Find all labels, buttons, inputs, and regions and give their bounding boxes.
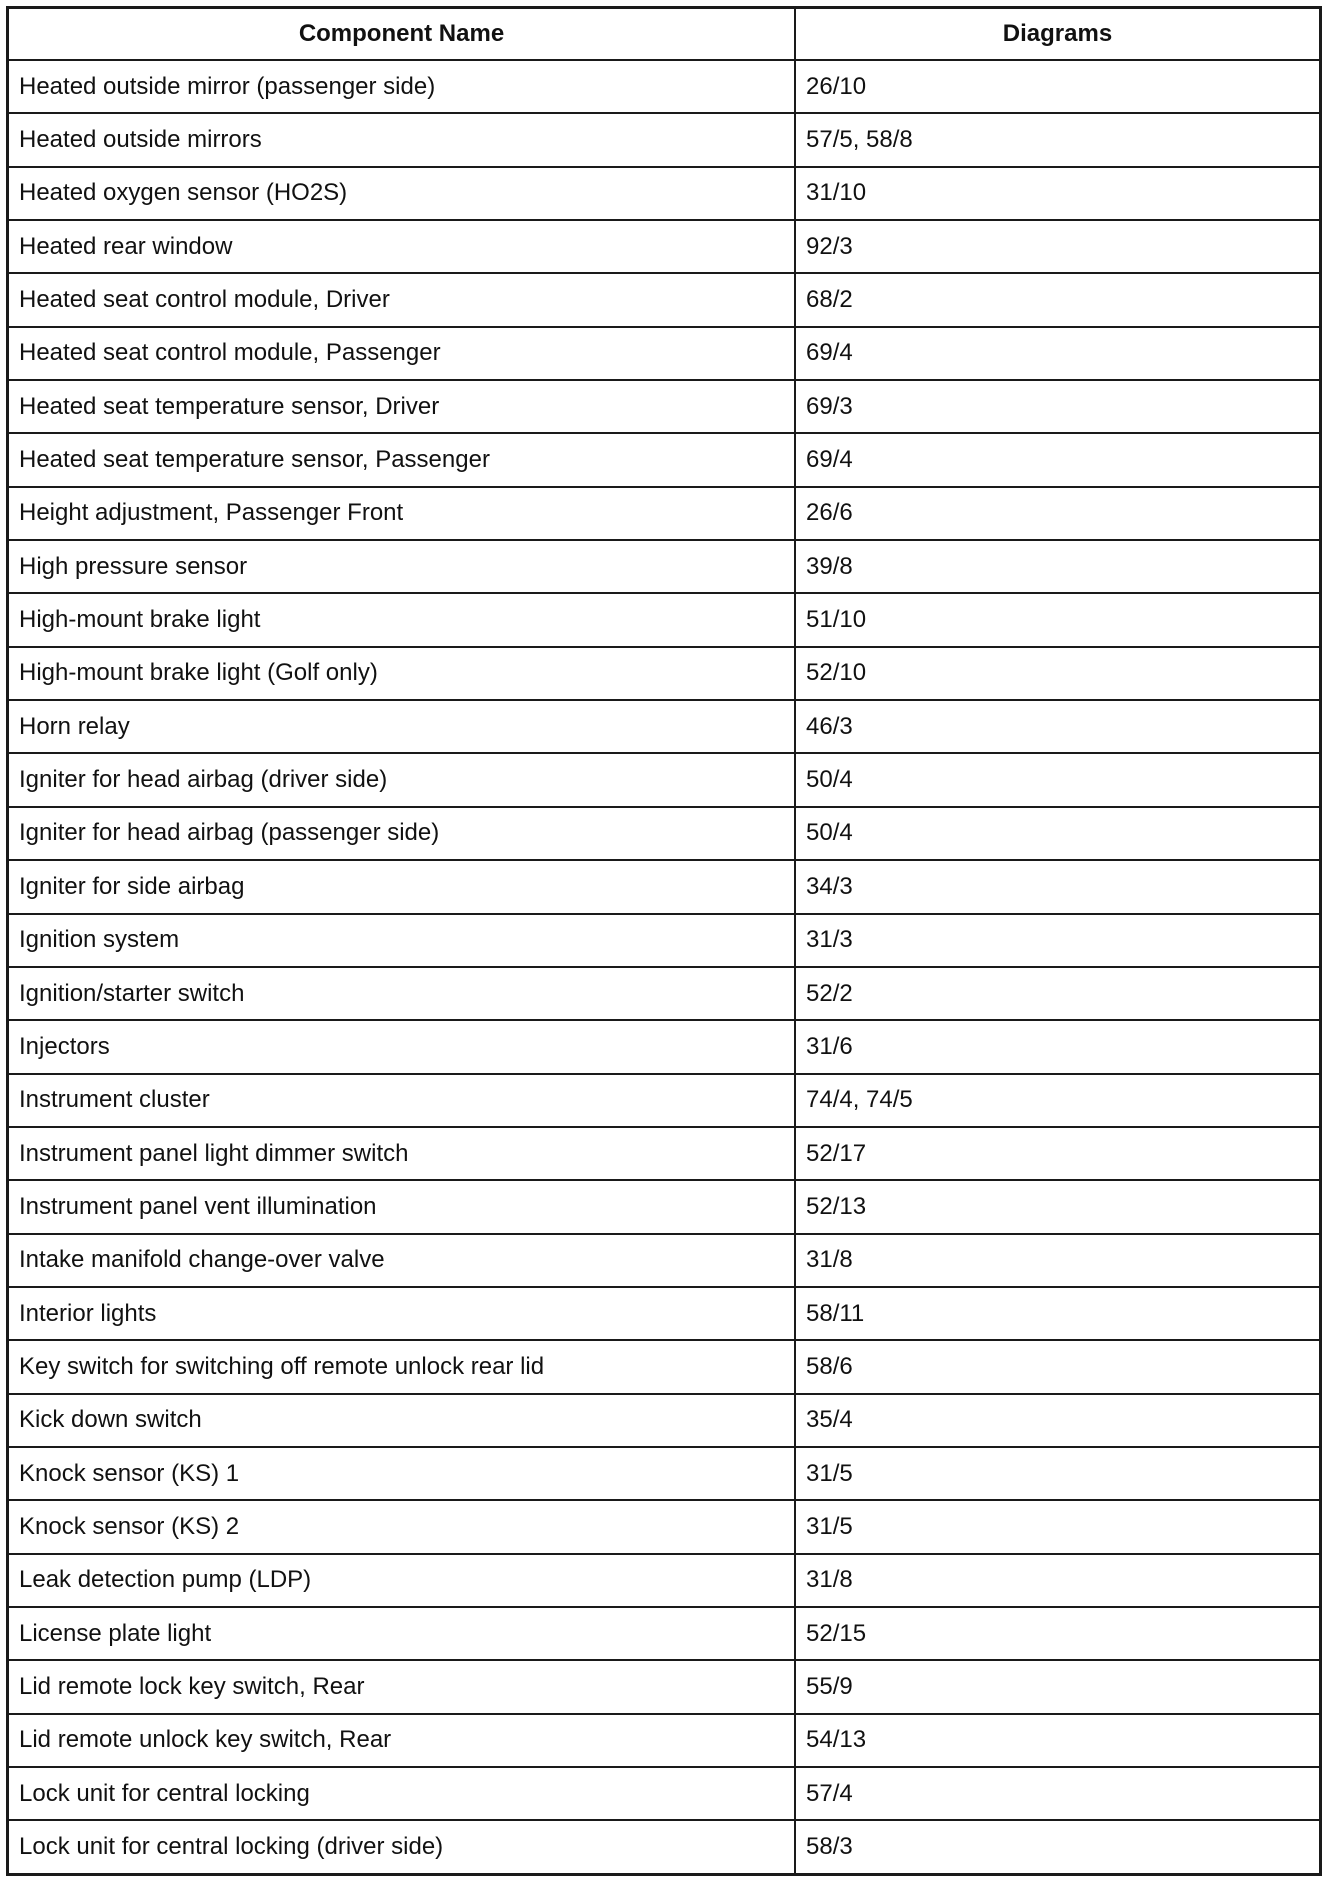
- table-row: [9, 914, 1319, 967]
- diagram-ref-cell: 31/6: [795, 1020, 1319, 1073]
- diagram-ref-cell: 52/17: [795, 1127, 1319, 1180]
- component-name-cell: Instrument panel vent illumination: [9, 1180, 795, 1233]
- diagram-ref-cell: 74/4, 74/5: [795, 1074, 1319, 1127]
- diagram-ref-cell: 52/2: [795, 967, 1319, 1020]
- table-row: [9, 593, 1319, 646]
- column-header-diagrams: Diagrams: [795, 9, 1319, 60]
- column-header-component-name: Component Name: [9, 9, 795, 60]
- diagram-ref-cell: 52/13: [795, 1180, 1319, 1233]
- table-row: [9, 1074, 1319, 1127]
- diagram-ref-cell: 55/9: [795, 1660, 1319, 1713]
- table-row: [9, 540, 1319, 593]
- table-row: [9, 1394, 1319, 1447]
- component-name-cell: Lock unit for central locking (driver side): [9, 1820, 795, 1873]
- diagram-ref-cell: 69/4: [795, 327, 1319, 380]
- component-diagram-table: [9, 9, 1319, 1873]
- component-name-cell: Heated seat temperature sensor, Driver: [9, 380, 795, 433]
- table-row: [9, 1127, 1319, 1180]
- component-name-cell: Igniter for head airbag (driver side): [9, 753, 795, 806]
- component-name-cell: Leak detection pump (LDP): [9, 1554, 795, 1607]
- table-row: [9, 753, 1319, 806]
- table-row: [9, 1660, 1319, 1713]
- diagram-ref-cell: 69/3: [795, 380, 1319, 433]
- table-row: [9, 967, 1319, 1020]
- component-name-cell: License plate light: [9, 1607, 795, 1660]
- table-row: [9, 167, 1319, 220]
- component-name-cell: Heated outside mirror (passenger side): [9, 60, 795, 113]
- diagram-ref-cell: 31/8: [795, 1554, 1319, 1607]
- component-name-cell: High pressure sensor: [9, 540, 795, 593]
- component-table-frame: [6, 6, 1322, 1876]
- component-name-cell: Lock unit for central locking: [9, 1767, 795, 1820]
- component-name-cell: Horn relay: [9, 700, 795, 753]
- table-header-row: [9, 9, 1319, 60]
- diagram-ref-cell: 26/6: [795, 487, 1319, 540]
- diagram-ref-cell: 31/3: [795, 914, 1319, 967]
- diagram-ref-cell: 31/5: [795, 1500, 1319, 1553]
- component-name-cell: Ignition/starter switch: [9, 967, 795, 1020]
- diagram-ref-cell: 31/8: [795, 1234, 1319, 1287]
- component-name-cell: Heated outside mirrors: [9, 113, 795, 166]
- table-row: [9, 327, 1319, 380]
- component-name-cell: Heated seat control module, Passenger: [9, 327, 795, 380]
- table-row: [9, 700, 1319, 753]
- component-name-cell: Lid remote unlock key switch, Rear: [9, 1714, 795, 1767]
- component-name-cell: Heated rear window: [9, 220, 795, 273]
- diagram-ref-cell: 68/2: [795, 273, 1319, 326]
- component-name-cell: Injectors: [9, 1020, 795, 1073]
- table-row: [9, 380, 1319, 433]
- table-row: [9, 647, 1319, 700]
- table-row: [9, 487, 1319, 540]
- table-row: [9, 273, 1319, 326]
- component-name-cell: Igniter for side airbag: [9, 860, 795, 913]
- table-row: [9, 1340, 1319, 1393]
- diagram-ref-cell: 31/5: [795, 1447, 1319, 1500]
- table-row: [9, 1500, 1319, 1553]
- diagram-ref-cell: 69/4: [795, 433, 1319, 486]
- table-row: [9, 1607, 1319, 1660]
- component-name-cell: High-mount brake light: [9, 593, 795, 646]
- table-row: [9, 1447, 1319, 1500]
- table-row: [9, 1820, 1319, 1873]
- component-name-cell: Heated oxygen sensor (HO2S): [9, 167, 795, 220]
- diagram-ref-cell: 46/3: [795, 700, 1319, 753]
- table-row: [9, 860, 1319, 913]
- component-name-cell: Knock sensor (KS) 2: [9, 1500, 795, 1553]
- diagram-ref-cell: 58/11: [795, 1287, 1319, 1340]
- table-row: [9, 1714, 1319, 1767]
- diagram-ref-cell: 51/10: [795, 593, 1319, 646]
- component-name-cell: Heated seat control module, Driver: [9, 273, 795, 326]
- component-name-cell: Ignition system: [9, 914, 795, 967]
- component-name-cell: Knock sensor (KS) 1: [9, 1447, 795, 1500]
- diagram-ref-cell: 92/3: [795, 220, 1319, 273]
- component-name-cell: Key switch for switching off remote unlock rear lid: [9, 1340, 795, 1393]
- diagram-ref-cell: 57/4: [795, 1767, 1319, 1820]
- diagram-ref-cell: 50/4: [795, 753, 1319, 806]
- component-name-cell: Instrument panel light dimmer switch: [9, 1127, 795, 1180]
- component-name-cell: Instrument cluster: [9, 1074, 795, 1127]
- table-row: [9, 1287, 1319, 1340]
- component-name-cell: Interior lights: [9, 1287, 795, 1340]
- diagram-ref-cell: 26/10: [795, 60, 1319, 113]
- diagram-ref-cell: 58/3: [795, 1820, 1319, 1873]
- table-row: [9, 807, 1319, 860]
- diagram-ref-cell: 35/4: [795, 1394, 1319, 1447]
- table-row: [9, 1180, 1319, 1233]
- table-body: [9, 60, 1319, 1873]
- diagram-ref-cell: 52/15: [795, 1607, 1319, 1660]
- table-row: [9, 113, 1319, 166]
- table-row: [9, 433, 1319, 486]
- diagram-ref-cell: 31/10: [795, 167, 1319, 220]
- component-name-cell: High-mount brake light (Golf only): [9, 647, 795, 700]
- component-name-cell: Intake manifold change-over valve: [9, 1234, 795, 1287]
- diagram-ref-cell: 54/13: [795, 1714, 1319, 1767]
- component-name-cell: Lid remote lock key switch, Rear: [9, 1660, 795, 1713]
- table-row: [9, 1767, 1319, 1820]
- component-name-cell: Height adjustment, Passenger Front: [9, 487, 795, 540]
- diagram-ref-cell: 50/4: [795, 807, 1319, 860]
- diagram-ref-cell: 57/5, 58/8: [795, 113, 1319, 166]
- diagram-ref-cell: 52/10: [795, 647, 1319, 700]
- table-row: [9, 220, 1319, 273]
- table-row: [9, 60, 1319, 113]
- table-row: [9, 1234, 1319, 1287]
- diagram-ref-cell: 34/3: [795, 860, 1319, 913]
- table-row: [9, 1554, 1319, 1607]
- diagram-ref-cell: 39/8: [795, 540, 1319, 593]
- component-name-cell: Heated seat temperature sensor, Passenger: [9, 433, 795, 486]
- component-name-cell: Igniter for head airbag (passenger side): [9, 807, 795, 860]
- table-row: [9, 1020, 1319, 1073]
- component-name-cell: Kick down switch: [9, 1394, 795, 1447]
- diagram-ref-cell: 58/6: [795, 1340, 1319, 1393]
